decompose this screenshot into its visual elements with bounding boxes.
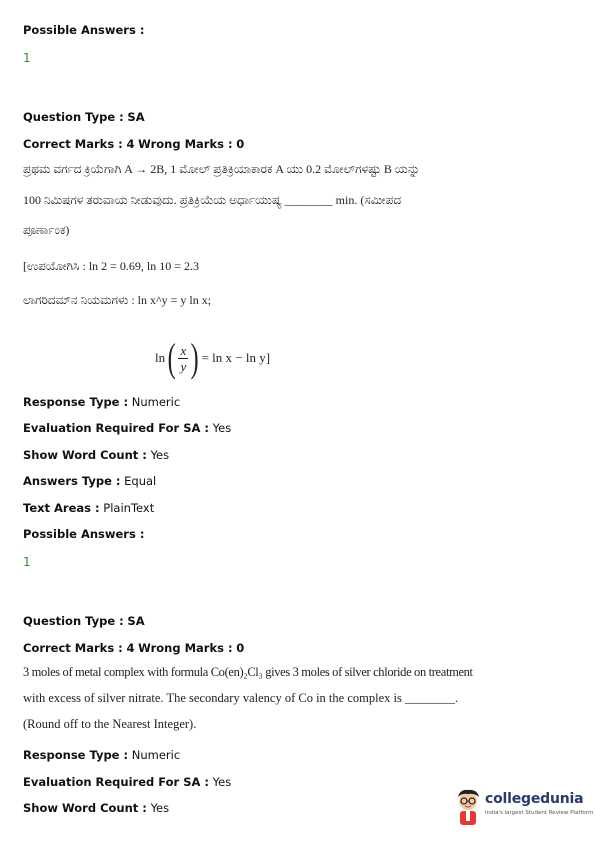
question-text-line: (Round off to the Nearest Integer). [23,717,197,731]
word-count-row: Show Word Count : Yes [23,801,170,815]
formula-denominator: y [180,358,187,374]
formula-rhs: = ln x − ln y] [201,350,271,365]
collegedunia-logo[interactable] [452,787,594,827]
evaluation-row: Evaluation Required For SA : Yes [23,421,232,435]
logo-tagline: India's largest Student Review Platform [485,810,594,816]
answers-type-row: Answers Type : Equal [23,474,157,488]
response-type-row: Response Type : Numeric [23,395,181,409]
question-type-row: Question Type : SA [23,614,145,628]
formula-numerator: x [180,342,187,358]
question-text-line: with excess of silver nitrate. The secondary valency of Co in the complex is ________. [23,691,459,705]
question-type-row: Question Type : SA [23,110,145,124]
question-text-line: [ಉಪಯೋಗಿಸಿ : ln 2 = 0.69, ln 10 = 2.3 [23,259,200,273]
formula-left-paren: ( [167,335,176,380]
possible-answer-value-1: 1 [23,51,31,65]
question-text-line: ಪೂರ್ಣಾಂಕ) [23,223,70,237]
possible-answers-label-1: Possible Answers : [23,23,145,37]
formula-ln: ln [155,350,166,365]
logo-wordmark: collegedunia [485,791,584,807]
possible-answers-label-2: Possible Answers : [23,527,145,541]
text-areas-row: Text Areas : PlainText [23,501,155,515]
formula-fraction [178,343,188,374]
response-type-row: Response Type : Numeric [23,748,181,762]
marks-row: Correct Marks : 4 Wrong Marks : 0 [23,641,245,655]
marks-row: Correct Marks : 4 Wrong Marks : 0 [23,137,245,151]
log-quotient-formula [155,335,271,380]
mascot-icon [452,787,484,827]
formula-right-paren: ) [190,335,199,380]
evaluation-row: Evaluation Required For SA : Yes [23,775,232,789]
question-text-line: ಲಾಗರಿದಮ್‌ನ ನಿಯಮಗಳು : ln x^y = y ln x; [23,293,212,307]
question-text-line: ಪ್ರಥಮ ವರ್ಗದ ಕ್ರಿಯೆಗಾಗಿ A → 2B, 1 ಮೋಲ್ ಪ್ರತಿಕ್ರಿಯಾಕಾರಕ A ಯು 0.2 ಮೋಲ್‌ಗಳಷ್ಟು B ಯನ್ನು [23,162,420,176]
question-text-line: 100 ನಿಮಿಷಗಳ ತರುವಾಯ ನೀಡುವುದು. ಪ್ರತಿಕ್ರಿಯೆಯ ಅರ್ಧಾಯುಷ್ಯ ________ min. (ಸಮೀಪದ [23,193,402,207]
word-count-row: Show Word Count : Yes [23,448,170,462]
question-text-line: 3 moles of metal complex with formula Co(en)₂Cl₃ gives 3 moles of silver chloride on treatment [23,665,473,679]
possible-answer-value-2: 1 [23,555,31,569]
